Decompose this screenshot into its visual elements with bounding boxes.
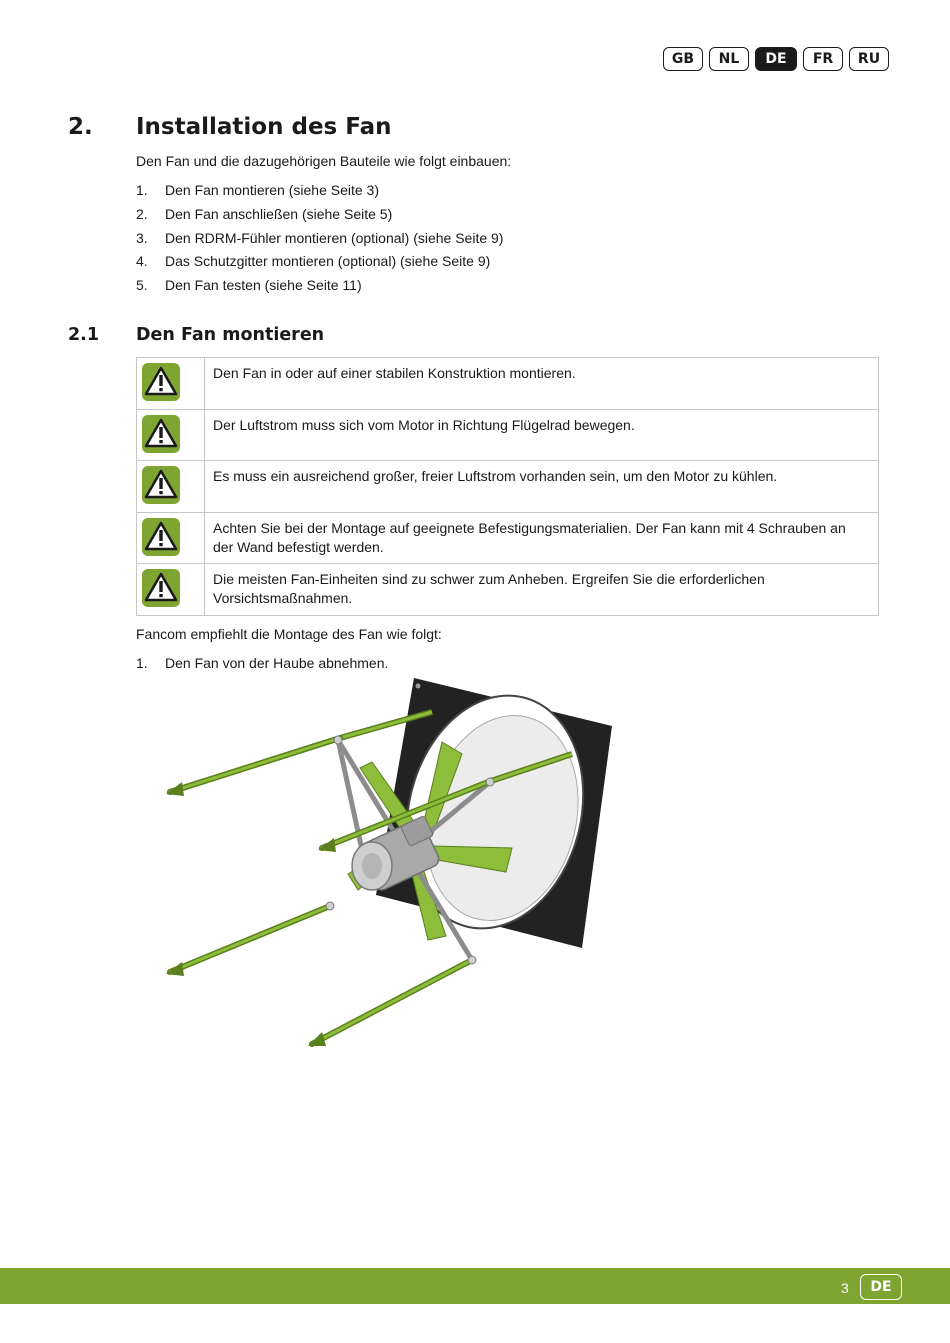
list-item — [136, 230, 503, 254]
subsection-title: Den Fan montieren — [136, 325, 325, 345]
list-item — [136, 206, 503, 230]
warning-icon — [142, 363, 180, 401]
step-number: 3. — [136, 229, 148, 246]
warning-text: Achten Sie bei der Montage auf geeignete Befestigungsmaterialien. Der Fan kann mit 4 Schrauben an der Wand befestigt werden. — [205, 512, 879, 564]
lang-tab-ru[interactable]: RU — [849, 47, 889, 71]
table-row — [137, 564, 879, 616]
subsection-number: 2.1 — [68, 325, 100, 345]
section-title: Installation des Fan — [136, 114, 392, 140]
list-item — [136, 655, 388, 671]
table-row — [137, 409, 879, 461]
warning-text: Es muss ein ausreichend großer, freier Luftstrom vorhanden sein, um den Motor zu kühlen. — [205, 461, 879, 513]
section-intro: Den Fan und die dazugehörigen Bauteile wie folgt einbauen: — [136, 153, 512, 169]
step-text: Den RDRM-Fühler montieren (optional) (siehe Seite 9) — [165, 229, 504, 246]
warning-icon — [142, 415, 180, 453]
lang-tab-fr[interactable]: FR — [803, 47, 843, 71]
step-number: 2. — [136, 205, 148, 222]
recommendation-text: Fancom empfiehlt die Montage des Fan wie folgt: — [136, 626, 442, 642]
lang-tab-de[interactable]: DE — [755, 47, 797, 71]
step-text: Den Fan von der Haube abnehmen. — [165, 655, 389, 671]
warning-icon — [142, 518, 180, 556]
lang-tab-nl[interactable]: NL — [709, 47, 749, 71]
fan-illustration — [150, 670, 620, 1060]
page-number: 3 — [841, 1280, 849, 1296]
step-text: Den Fan anschließen (siehe Seite 5) — [165, 205, 393, 222]
footer-bar — [0, 1268, 950, 1304]
step-number: 4. — [136, 253, 148, 270]
warning-icon — [142, 569, 180, 607]
step-text: Den Fan montieren (siehe Seite 3) — [165, 182, 379, 198]
step-number: 5. — [136, 277, 148, 294]
footer-language-tag: DE — [860, 1274, 902, 1300]
section-number: 2. — [68, 114, 93, 140]
warning-icon — [142, 466, 180, 504]
step-text: Das Schutzgitter montieren (optional) (siehe Seite 9) — [165, 253, 491, 270]
list-item — [136, 277, 503, 301]
list-item — [136, 182, 503, 206]
list-item — [136, 253, 503, 277]
step-number: 1. — [136, 655, 148, 671]
warning-text: Den Fan in oder auf einer stabilen Konstruktion montieren. — [205, 358, 879, 410]
warning-text: Die meisten Fan-Einheiten sind zu schwer zum Anheben. Ergreifen Sie die erforderlichen Vorsichtsmaßnahmen. — [205, 564, 879, 616]
table-row — [137, 461, 879, 513]
lang-tab-gb[interactable]: GB — [663, 47, 703, 71]
table-row — [137, 358, 879, 410]
language-tabs — [663, 47, 889, 71]
warning-text: Der Luftstrom muss sich vom Motor in Richtung Flügelrad bewegen. — [205, 409, 879, 461]
step-text: Den Fan testen (siehe Seite 11) — [165, 277, 362, 294]
table-row — [137, 512, 879, 564]
warning-table — [136, 357, 879, 616]
step-number: 1. — [136, 182, 148, 198]
installation-steps — [136, 182, 503, 301]
